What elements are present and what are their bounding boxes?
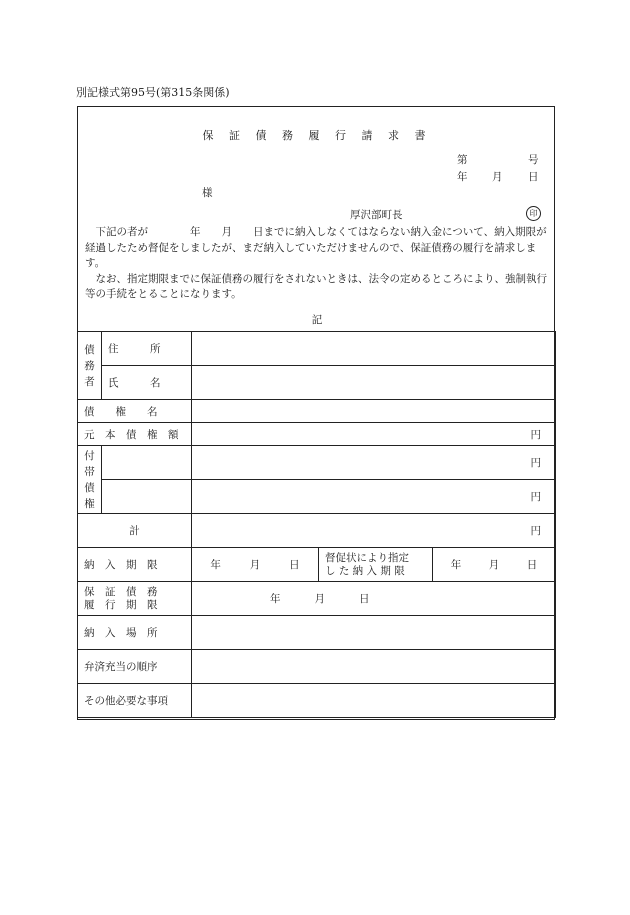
incidental-yen-1: 円 <box>192 446 556 480</box>
address-label: 住 所 <box>102 332 192 366</box>
total-yen: 円 <box>192 514 556 548</box>
order-value[interactable] <box>192 650 556 684</box>
incidental-name-2[interactable] <box>102 480 192 514</box>
table-row <box>78 423 556 446</box>
designated-deadline-date: 年 月 日 <box>433 548 556 582</box>
incidental-head: 付帯債権 <box>78 446 102 514</box>
table-row <box>78 480 556 514</box>
guarantee-label: 保 証 債 務 履 行 期 限 <box>78 582 192 616</box>
paragraph-2: なお、指定期限までに保証債務の履行をされないときは、法令の定めるところにより、強制執行等の手続をとることになります。 <box>85 272 547 300</box>
form-frame <box>77 106 555 720</box>
table-row <box>78 514 556 548</box>
addressee-suffix: 様 <box>202 187 213 199</box>
document-title: 保 証 債 務 履 行 請 求 書 <box>202 129 432 142</box>
table-row <box>78 616 556 650</box>
total-label: 計 <box>78 514 192 548</box>
debtor-head: 債務者 <box>78 332 102 400</box>
incidental-name-1[interactable] <box>102 446 192 480</box>
seal-mark: 印 <box>526 206 541 221</box>
ki-label: 記 <box>311 314 323 326</box>
table-row <box>78 446 556 480</box>
date-day: 日 <box>528 171 539 183</box>
body-text <box>85 225 553 303</box>
number-go: 号 <box>528 154 539 166</box>
table-row <box>78 332 556 366</box>
table-row <box>78 582 556 616</box>
form-label: 別記様式第95号(第315条関係) <box>76 86 230 99</box>
date-year: 年 <box>457 171 468 183</box>
claim-name-label: 債 権 名 <box>78 400 192 423</box>
date-month: 月 <box>492 171 503 183</box>
place-value[interactable] <box>192 616 556 650</box>
issuer-name: 厚沢部町長 <box>350 209 403 221</box>
deadline-date: 年 月 日 <box>192 548 319 582</box>
name-label: 氏 名 <box>102 366 192 400</box>
request-table <box>77 331 556 718</box>
address-value[interactable] <box>192 332 556 366</box>
other-label: その他必要な事項 <box>78 684 192 718</box>
designated-deadline-label: 督促状により指定 し た 納 入 期 限 <box>319 548 433 582</box>
name-value[interactable] <box>192 366 556 400</box>
paragraph-1: 下記の者が 年 月 日までに納入しなくてはならない納入金について、納入期限が経過したため督促をしましたが、まだ納入していただけませんので、保証債務の履行を請求します。 <box>85 226 547 269</box>
guarantee-date: 年 月 日 <box>192 582 556 616</box>
principal-label: 元 本 債 権 額 <box>78 423 192 446</box>
table-row <box>78 548 556 582</box>
table-row <box>78 400 556 423</box>
incidental-yen-2: 円 <box>192 480 556 514</box>
table-row <box>78 366 556 400</box>
order-label: 弁済充当の順序 <box>78 650 192 684</box>
other-value[interactable] <box>192 684 556 718</box>
table-row <box>78 684 556 718</box>
deadline-label: 納 入 期 限 <box>78 548 192 582</box>
principal-yen: 円 <box>192 423 556 446</box>
table-row <box>78 650 556 684</box>
place-label: 納 入 場 所 <box>78 616 192 650</box>
claim-name-value[interactable] <box>192 400 556 423</box>
number-dai: 第 <box>457 154 468 166</box>
